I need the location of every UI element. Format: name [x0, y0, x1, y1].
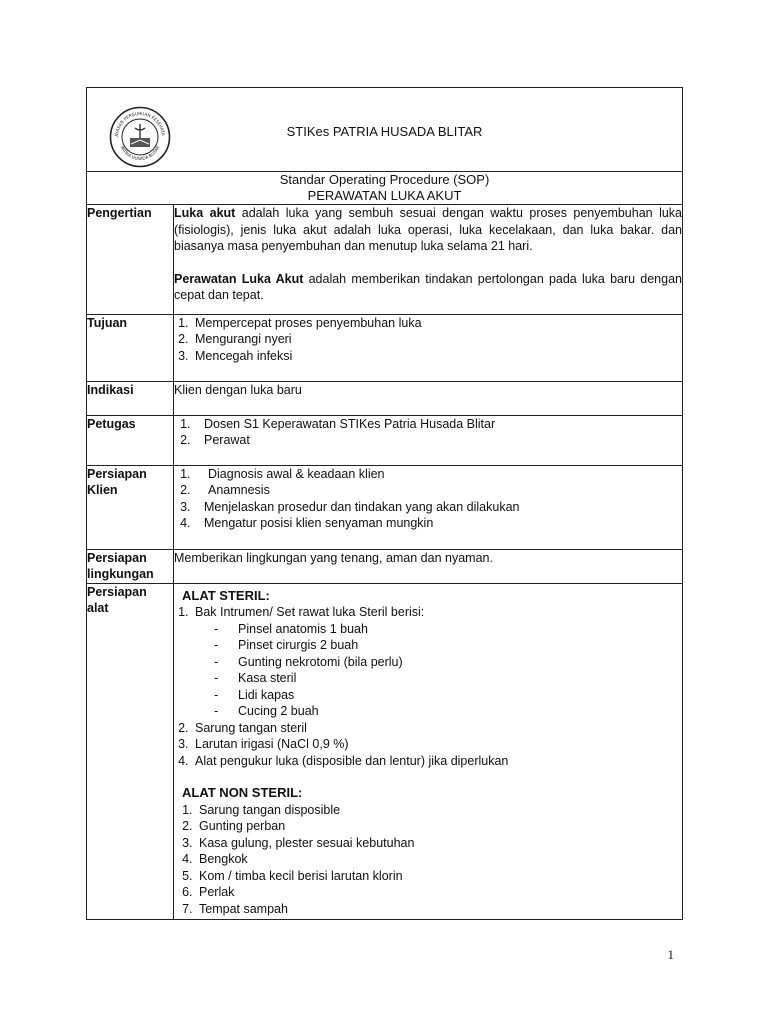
list-item: 2. Mengurangi nyeri: [192, 331, 682, 348]
term-luka-akut: Luka akut: [174, 206, 236, 220]
label-pengertian: Pengertian: [87, 205, 174, 315]
label-tujuan: Tujuan: [87, 314, 174, 381]
list-item: - Gunting nekrotomi (bila perlu): [211, 654, 674, 671]
row-indikasi: [87, 381, 683, 415]
list-item: 3. Menjelaskan prosedur dan tindakan yang akan dilakukan: [194, 499, 682, 516]
row-persiapan-alat: [87, 583, 683, 920]
label-persiapan-alat: [87, 583, 174, 920]
label-persiapan-lingkungan: [87, 549, 174, 583]
label-line: Klien: [87, 482, 118, 497]
content-pengertian: [174, 205, 683, 315]
list-item: - Pinset cirurgis 2 buah: [211, 637, 674, 654]
pengertian-paragraph-2: [174, 271, 682, 314]
alat-non-steril-heading: ALAT NON STERIL:: [182, 785, 303, 800]
content-indikasi: Klien dengan luka baru: [174, 381, 683, 415]
list-item: 2. Perawat: [194, 432, 682, 449]
institution-name: STIKes PATRIA HUSADA BLITAR: [286, 124, 483, 139]
bak-instrumen-sublist: [195, 621, 674, 720]
list-item: 1. Dosen S1 Keperawatan STIKes Patria Husada Blitar: [194, 416, 682, 433]
list-item: 2. Gunting perban: [196, 818, 674, 835]
list-item: 1. Sarung tangan disposible: [196, 802, 674, 819]
page-number: 1: [667, 947, 674, 962]
label-line: Persiapan: [87, 550, 147, 565]
content-tujuan: [174, 314, 683, 381]
label-petugas: Petugas: [87, 415, 174, 465]
title-row: [87, 172, 683, 205]
label-indikasi: Indikasi: [87, 381, 174, 415]
row-tujuan: [87, 314, 683, 381]
row-petugas: [87, 415, 683, 465]
definition-luka-akut: adalah luka yang sembuh sesuai dengan waktu proses penyembuhan luka (fisiologis), jenis luka akut adalah luka operasi, luka kecelakaan, dan luka bakar. dan biasanya masa penyembuhan dan menutup luka selama 21 hari.: [174, 206, 682, 253]
tujuan-list: [174, 315, 682, 365]
logo-bottom-text: PATRIA HUSADA BLITAR: [119, 145, 161, 162]
header-cell: [87, 88, 683, 172]
logo-top-text: AYASAN PERGURUAN KESEHATA: [113, 110, 166, 137]
label-line: Persiapan: [87, 466, 147, 481]
list-item: 3. Larutan irigasi (NaCl 0,9 %): [192, 736, 674, 753]
list-item: - Kasa steril: [211, 670, 674, 687]
alat-steril-heading: ALAT STERIL:: [182, 587, 270, 603]
header-row: [87, 88, 683, 172]
row-persiapan-klien: [87, 465, 683, 549]
list-item: 1. Diagnosis awal & keadaan klien: [194, 466, 682, 483]
definition-perawatan: adalah memberikan tindakan pertolongan pada luka baru dengan cepat dan tepat.: [174, 271, 682, 302]
sop-table: [86, 87, 683, 920]
list-item: 4. Bengkok: [196, 851, 674, 868]
row-persiapan-lingkungan: [87, 549, 683, 583]
list-item: 4. Mengatur posisi klien senyaman mungkin: [194, 515, 682, 532]
content-persiapan-klien: [174, 465, 683, 549]
pengertian-paragraph-1: [174, 205, 682, 255]
content-petugas: [174, 415, 683, 465]
persiapan-klien-list: [176, 466, 682, 532]
list-item: 3. Kasa gulung, plester sesuai kebutuhan: [196, 835, 674, 852]
label-line: lingkungan: [87, 566, 154, 581]
label-line: alat: [87, 600, 109, 615]
content-persiapan-lingkungan: Memberikan lingkungan yang tenang, aman dan nyaman.: [174, 549, 683, 583]
list-item: - Lidi kapas: [211, 687, 674, 704]
list-item: 4. Alat pengukur luka (disposible dan lentur) jika diperlukan: [192, 753, 674, 770]
procedure-title: PERAWATAN LUKA AKUT: [307, 188, 462, 203]
content-persiapan-alat: [174, 583, 683, 920]
label-persiapan-klien: [87, 465, 174, 549]
list-item: 2. Sarung tangan steril: [192, 720, 674, 737]
list-item: - Pinsel anatomis 1 buah: [211, 621, 674, 638]
row-pengertian: [87, 205, 683, 315]
list-item: 3. Mencegah infeksi: [192, 348, 682, 365]
list-item: 2. Anamnesis: [194, 482, 682, 499]
list-item: [192, 604, 674, 720]
alat-steril-list: [178, 604, 674, 769]
label-line: Persiapan: [87, 584, 147, 599]
list-item: 1. Mempercepat proses penyembuhan luka: [192, 315, 682, 332]
list-item: 7. Tempat sampah: [196, 901, 674, 918]
alat-non-steril-list: [178, 802, 674, 918]
bak-instrumen-label: Bak Intrumen/ Set rawat luka Steril berisi:: [195, 605, 425, 619]
title-cell: [87, 172, 683, 205]
list-item: 6. Perlak: [196, 884, 674, 901]
list-item: - Cucing 2 buah: [211, 703, 674, 720]
petugas-list: [176, 416, 682, 449]
list-item: 5. Kom / timba kecil berisi larutan klorin: [196, 868, 674, 885]
term-perawatan-luka-akut: Perawatan Luka Akut: [174, 271, 304, 286]
sop-title: Standar Operating Procedure (SOP): [279, 172, 490, 187]
